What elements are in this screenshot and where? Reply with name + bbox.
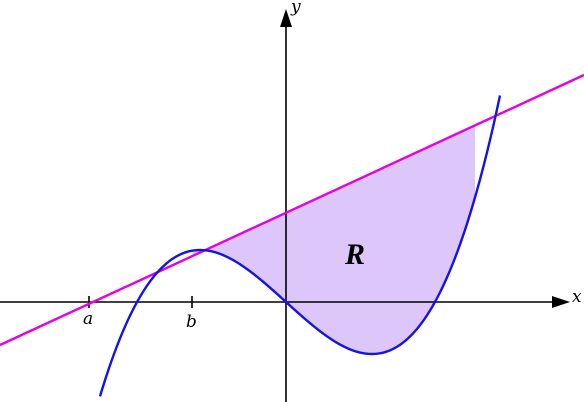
tick-label-b: b	[186, 312, 197, 332]
x-axis-arrowhead	[552, 296, 570, 308]
coordinate-axes	[0, 9, 570, 402]
y-axis-label: y	[291, 0, 301, 17]
tick-label-a: a	[83, 309, 94, 329]
region-label-r: R	[345, 238, 366, 271]
shaded-region-r	[192, 125, 475, 354]
x-axis-label: x	[572, 287, 582, 307]
